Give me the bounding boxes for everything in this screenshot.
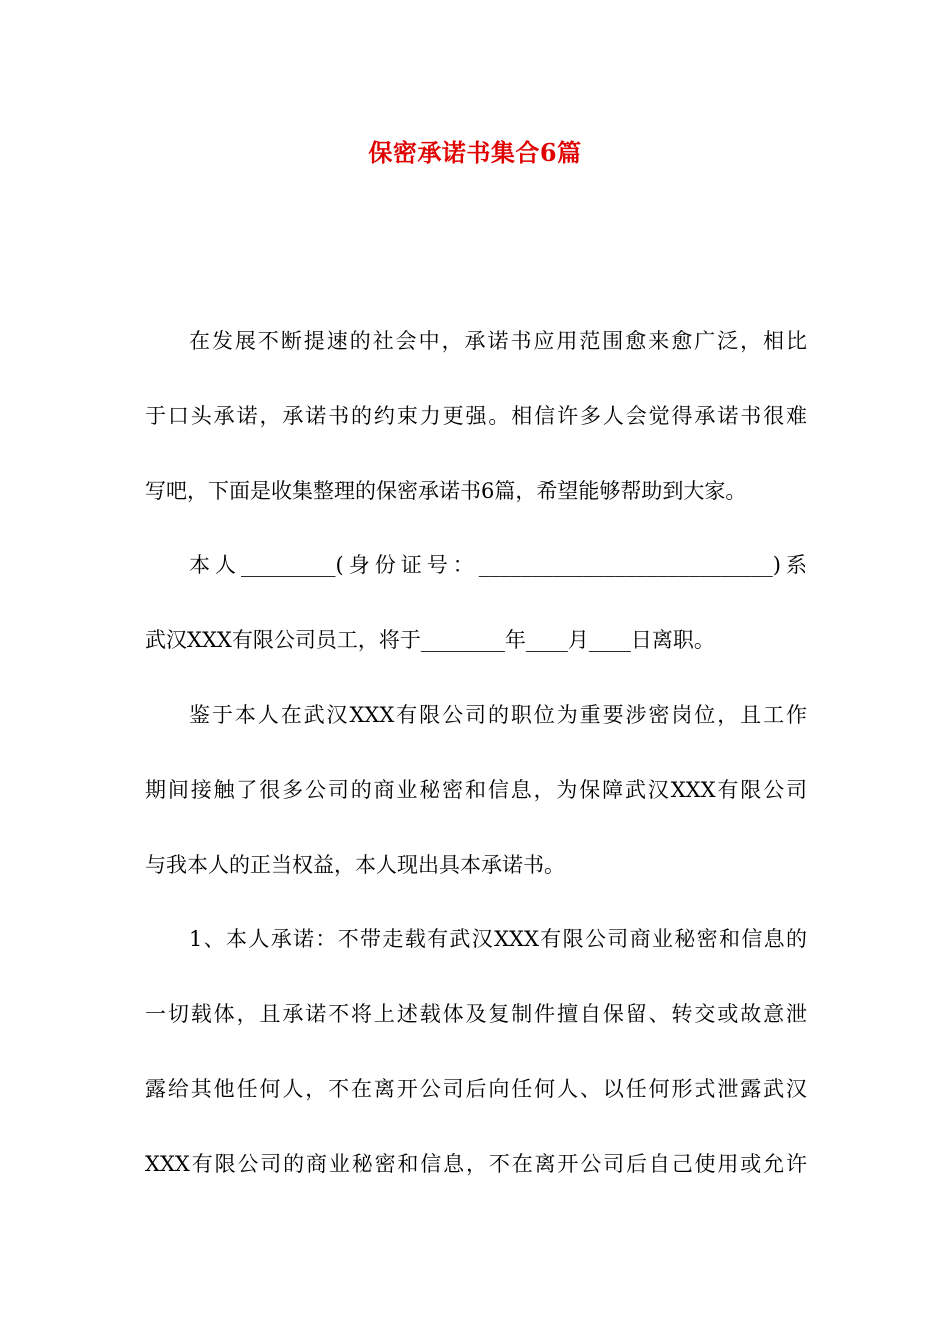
paragraph-line: 在发展不断提速的社会中，承诺书应用范围愈来愈广泛，相比 xyxy=(189,329,807,353)
paragraph-line: 期间接触了很多公司的商业秘密和信息，为保障武汉XXX有限公司 xyxy=(145,778,807,802)
document-title: 保密承诺书集合6篇 xyxy=(368,138,582,167)
paragraph-line: 与我本人的正当权益，本人现出具本承诺书。 xyxy=(145,853,565,877)
paragraph-line: 露给其他任何人，不在离开公司后向任何人、以任何形式泄露武汉 xyxy=(145,1077,807,1101)
paragraph-line: 本人_________(身份证号：____________________________)系 xyxy=(189,553,807,577)
paragraph-line: 一切载体，且承诺不将上述载体及复制件擅自保留、转交或故意泄 xyxy=(145,1002,807,1026)
paragraph-line: 1、本人承诺：不带走载有武汉XXX有限公司商业秘密和信息的 xyxy=(189,927,807,951)
paragraph-line: 鉴于本人在武汉XXX有限公司的职位为重要涉密岗位，且工作 xyxy=(189,703,807,727)
paragraph-line: 写吧，下面是收集整理的保密承诺书6篇，希望能够帮助到大家。 xyxy=(145,479,747,503)
paragraph-line: 武汉XXX有限公司员工，将于________年____月____日离职。 xyxy=(145,628,715,652)
paragraph-line: 于口头承诺，承诺书的约束力更强。相信许多人会觉得承诺书很难 xyxy=(145,404,807,428)
paragraph-line: XXX有限公司的商业秘密和信息，不在离开公司后自己使用或允许 xyxy=(145,1152,807,1176)
